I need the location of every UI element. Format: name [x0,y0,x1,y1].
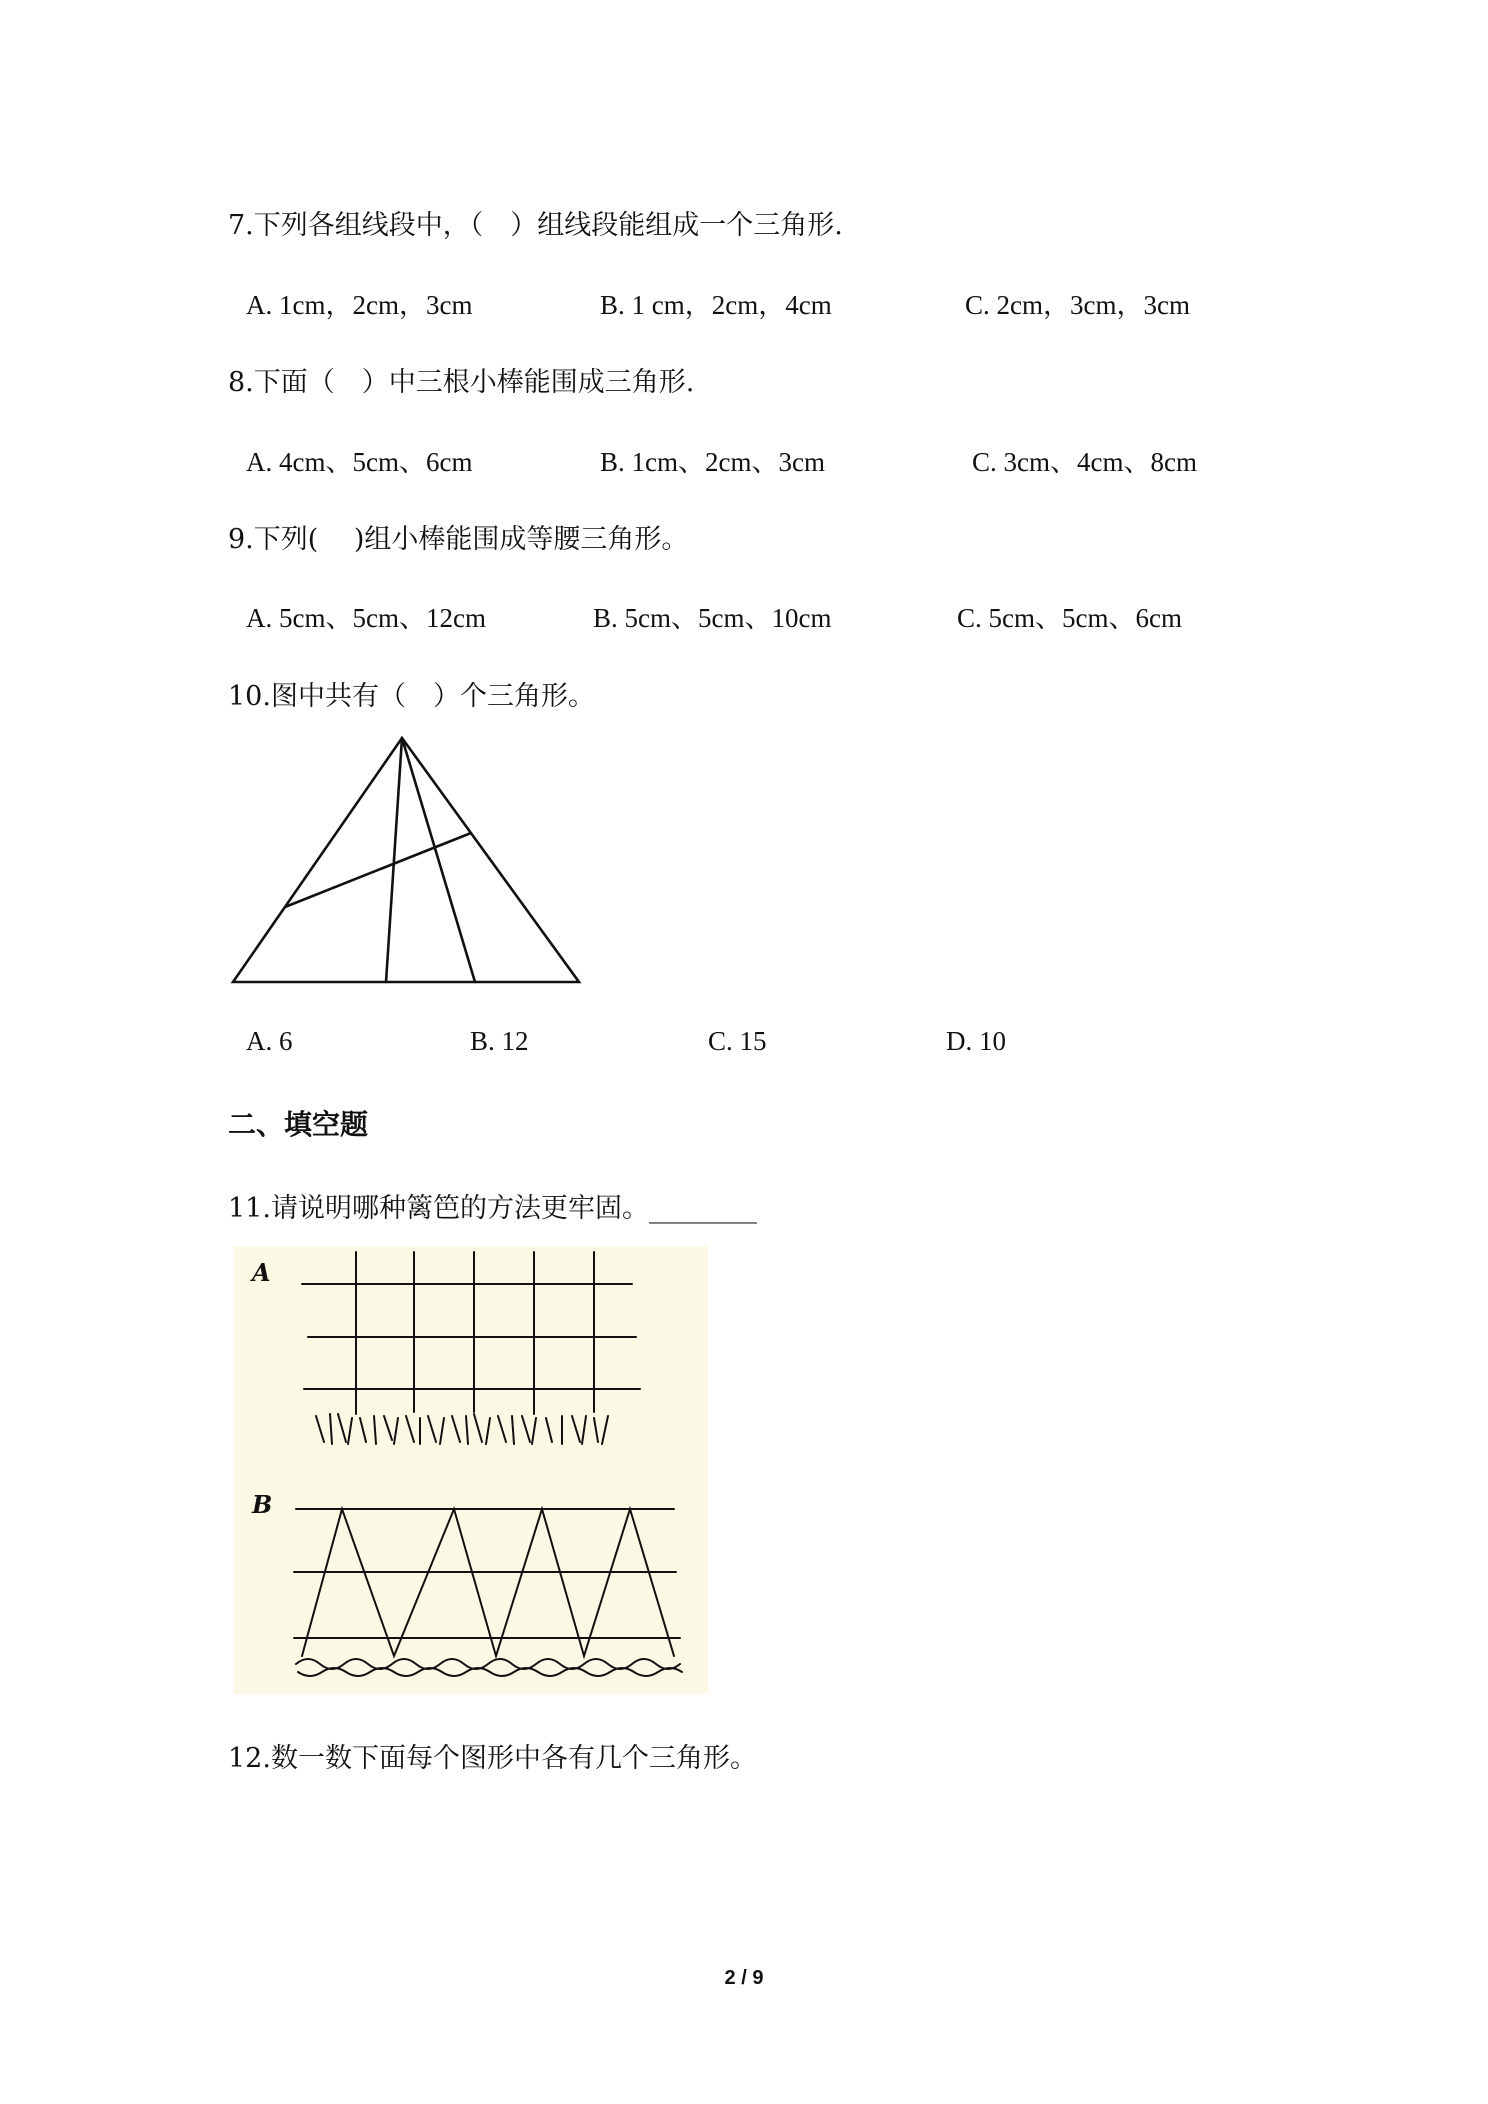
q7-option-b: B. 1 cm，2cm，4cm [600,290,832,320]
fence-figure [234,1246,708,1694]
q7-option-c: C. 2cm，3cm，3cm [965,290,1190,320]
fence-label-b: B [252,1490,273,1519]
q10-option-b: B. 12 [470,1026,529,1056]
question-12: 12.数一数下面每个图形中各有几个三角形。 [228,1743,757,1774]
q8-option-a: A. 4cm、5cm、6cm [246,447,473,477]
fence-label-a: A [252,1258,271,1287]
question-10: 10.图中共有（ ）个三角形。 [228,681,595,712]
q9-option-c: C. 5cm、5cm、6cm [957,603,1182,633]
q7-option-a: A. 1cm，2cm，3cm [246,290,473,320]
q10-option-a: A. 6 [246,1026,293,1056]
q8-option-c: C. 3cm、4cm、8cm [972,447,1197,477]
q8-option-b: B. 1cm、2cm、3cm [600,447,825,477]
fence-drawing [234,1246,708,1694]
triangle-figure [228,728,594,992]
q9-option-a: A. 5cm、5cm、12cm [246,603,486,633]
question-11: 11.请说明哪种篱笆的方法更牢固。________ [228,1193,757,1224]
question-8: 8.下面（ ）中三根小棒能围成三角形. [228,367,695,398]
question-7: 7.下列各组线段中，（ ）组线段能组成一个三角形. [228,210,843,241]
question-9: 9.下列( )组小棒能围成等腰三角形。 [228,524,689,555]
section-title: 二、填空题 [228,1108,369,1141]
q10-option-c: C. 15 [708,1026,767,1056]
q9-option-b: B. 5cm、5cm、10cm [593,603,832,633]
q10-option-d: D. 10 [946,1026,1006,1056]
page-number: 2 / 9 [724,1967,764,1989]
